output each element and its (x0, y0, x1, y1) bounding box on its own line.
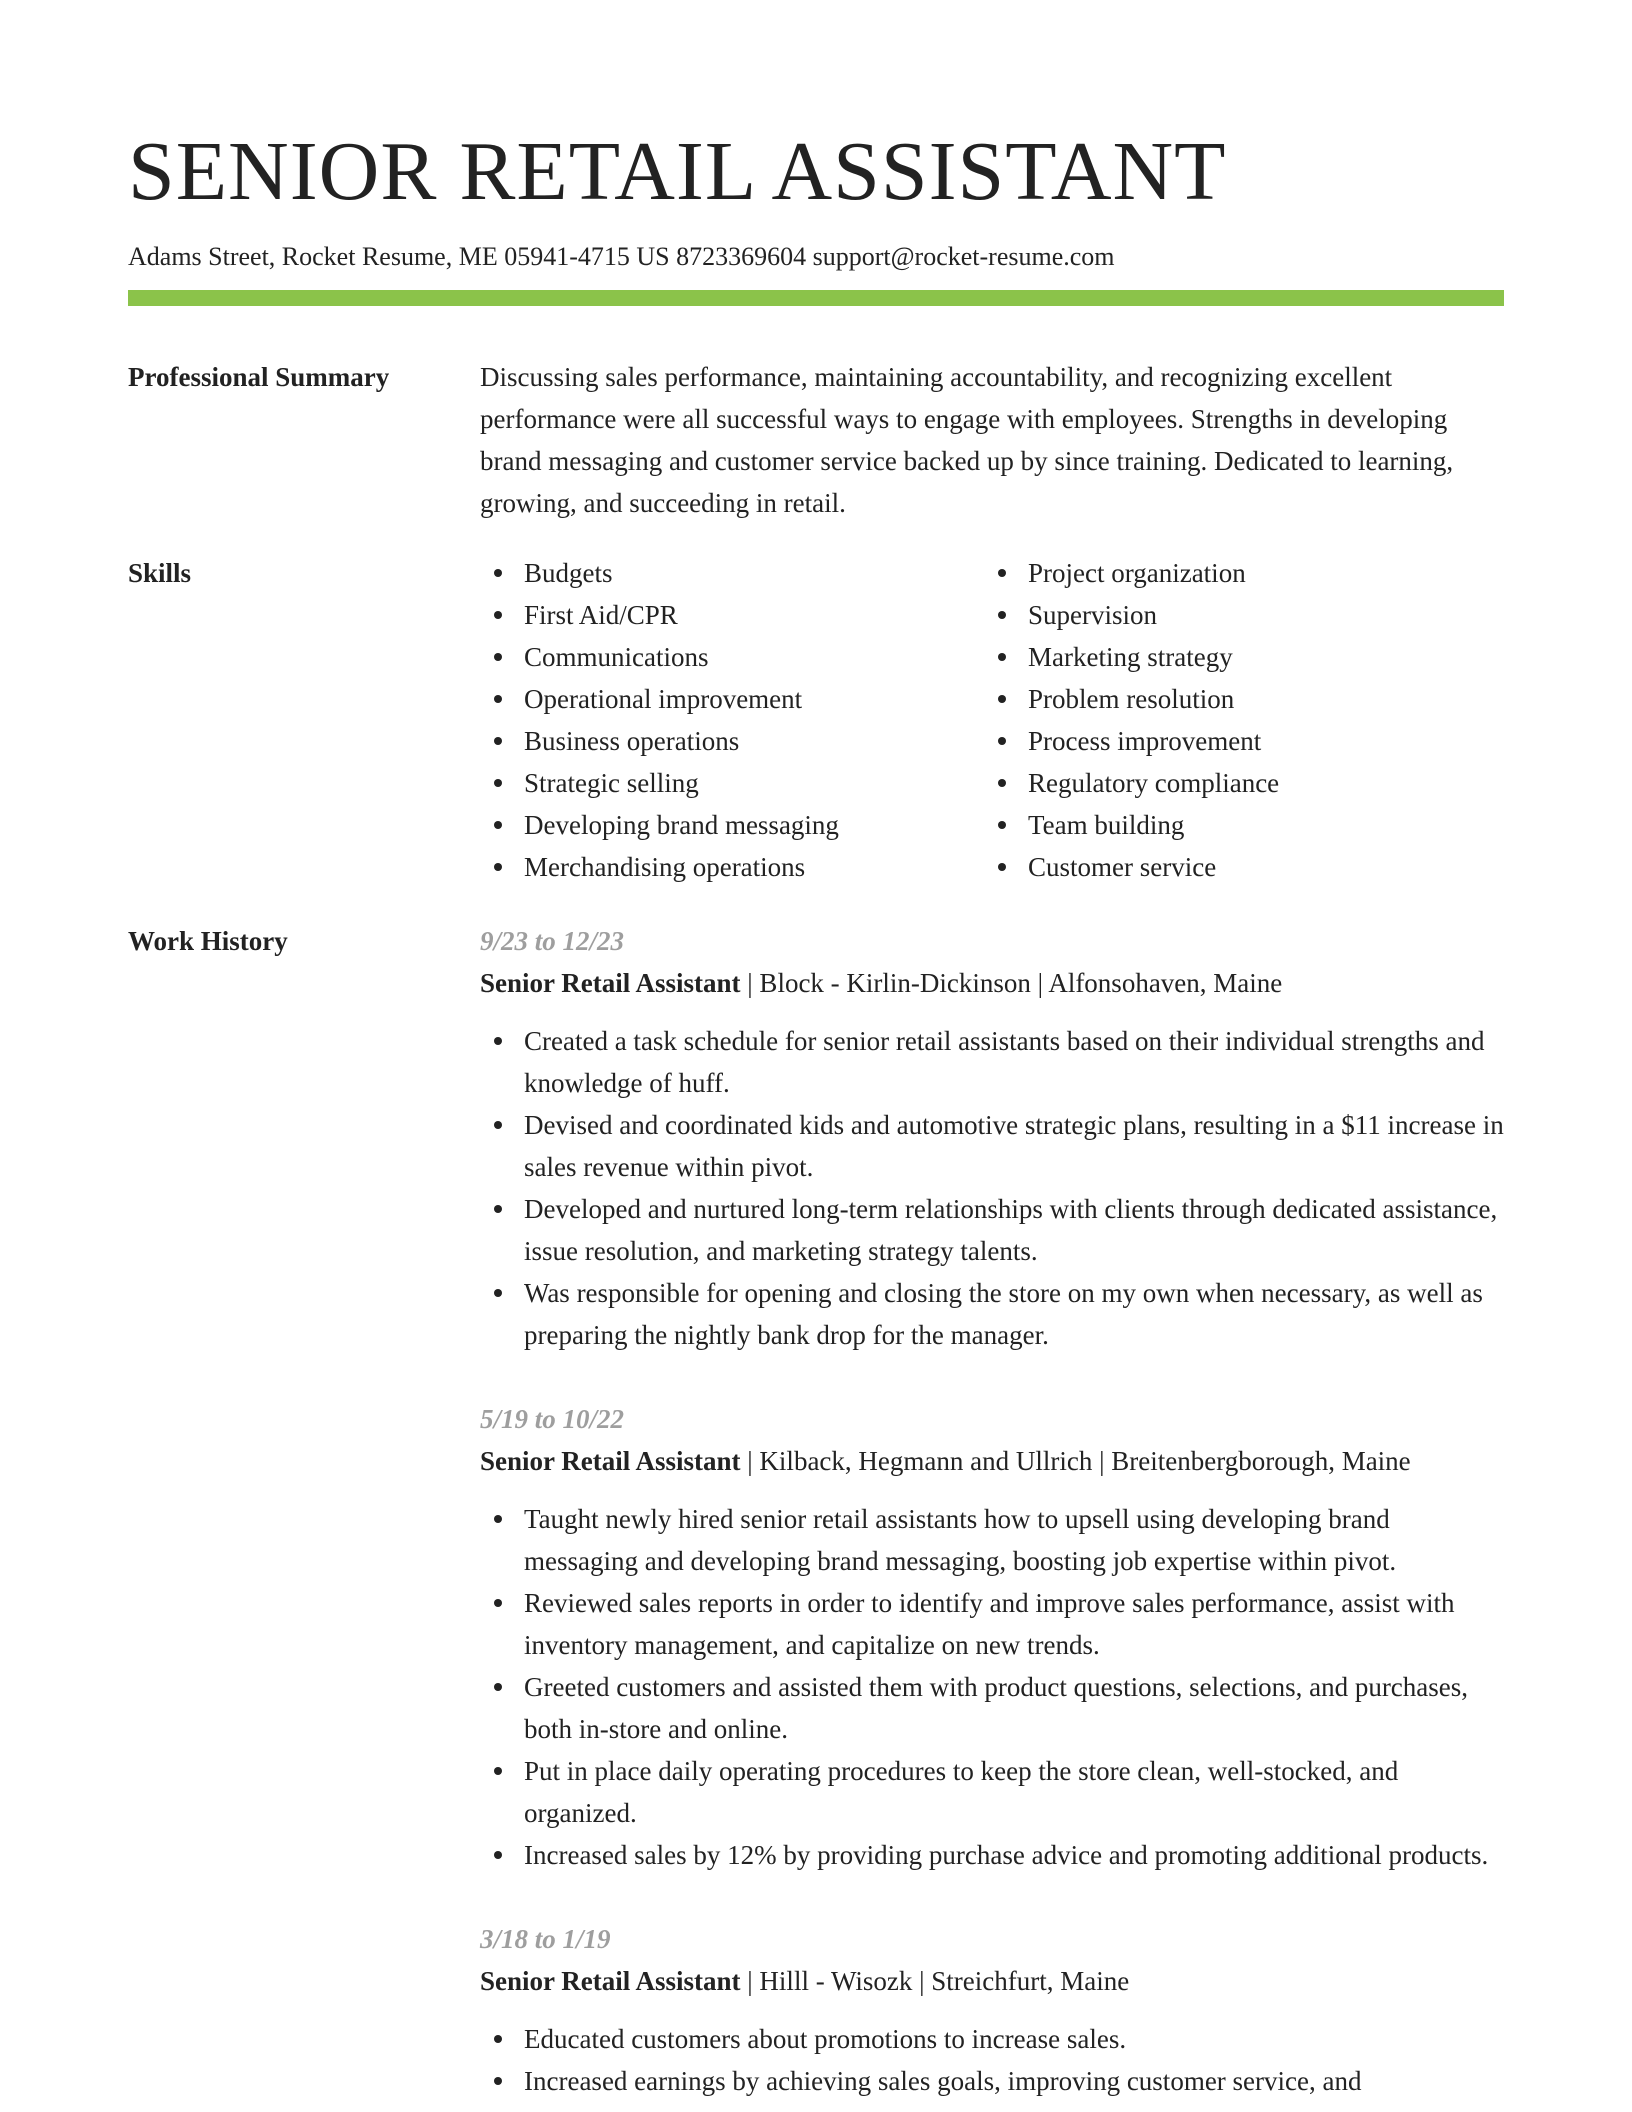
work-history-label: Work History (128, 926, 288, 956)
contact-line: Adams Street, Rocket Resume, ME 05941-4715 US 8723369604 support@rocket-resume.com (128, 242, 1115, 271)
job-bullet: Taught newly hired senior retail assistants how to upsell using developing brand messaging and developing brand messaging, boosting job expertise within pivot. (480, 1498, 1504, 1582)
job-bullet: Created a task schedule for senior retail assistants based on their individual strengths and knowledge of huff. (480, 1020, 1504, 1104)
job-title-line (480, 962, 1504, 1004)
job-bullet: Greeted customers and assisted them with product questions, selections, and purchases, both in-store and online. (480, 1666, 1504, 1750)
job-bullet: Devised and coordinated kids and automotive strategic plans, resulting in a $11 increase in sales revenue within pivot. (480, 1104, 1504, 1188)
job-bullet: Educated customers about promotions to increase sales. (480, 2018, 1504, 2060)
skills-columns (480, 552, 1504, 888)
job-bullet: Developed and nurtured long-term relationships with clients through dedicated assistance, issue resolution, and marketing strategy talents. (480, 1188, 1504, 1272)
job-dates: 3/18 to 1/19 (480, 1924, 611, 1954)
summary-text: Discussing sales performance, maintaining accountability, and recognizing excellent performance were all successful ways to engage with employees. Strengths in developing brand messaging and customer service backed up by since training. Dedicated to learning, growing, and succeeding in retail. (480, 362, 1454, 518)
job-title: Senior Retail Assistant (480, 1966, 741, 1996)
job-details: | Kilback, Hegmann and Ullrich | Breitenbergborough, Maine (740, 1446, 1411, 1476)
job-details: | Block - Kirlin-Dickinson | Alfonsohaven, Maine (740, 968, 1283, 998)
skill-item: Operational improvement (480, 678, 984, 720)
skill-item: Customer service (984, 846, 1488, 888)
skill-item: Regulatory compliance (984, 762, 1488, 804)
skills-section (128, 552, 1504, 888)
skill-item: Communications (480, 636, 984, 678)
job-title-line (480, 1960, 1504, 2002)
skills-label: Skills (128, 558, 192, 588)
skill-item: Team building (984, 804, 1488, 846)
skill-item: Marketing strategy (984, 636, 1488, 678)
job-bullet: Increased earnings by achieving sales goals, improving customer service, and (480, 2060, 1504, 2102)
skill-item: Supervision (984, 594, 1488, 636)
skill-item: First Aid/CPR (480, 594, 984, 636)
summary-label: Professional Summary (128, 362, 390, 392)
job-dates: 5/19 to 10/22 (480, 1404, 625, 1434)
accent-divider (128, 290, 1504, 306)
job-bullets (480, 1498, 1504, 1876)
job-bullet: Increased sales by 12% by providing purchase advice and promoting additional products. (480, 1834, 1504, 1876)
job-details: | Hilll - Wisozk | Streichfurt, Maine (740, 1966, 1130, 1996)
job-entry (480, 920, 1504, 1356)
skills-list-right (984, 552, 1488, 888)
skill-item: Strategic selling (480, 762, 984, 804)
job-bullets (480, 1020, 1504, 1356)
skill-item: Merchandising operations (480, 846, 984, 888)
summary-section (128, 356, 1504, 524)
skill-item: Problem resolution (984, 678, 1488, 720)
skill-item: Budgets (480, 552, 984, 594)
resume-name: SENIOR RETAIL ASSISTANT (128, 125, 1227, 218)
skills-list-left (480, 552, 984, 888)
job-bullets (480, 2018, 1504, 2102)
work-history-section (128, 920, 1504, 2112)
skill-item: Project organization (984, 552, 1488, 594)
skill-item: Developing brand messaging (480, 804, 984, 846)
job-title-line (480, 1440, 1504, 1482)
job-entry (480, 1398, 1504, 1876)
job-title: Senior Retail Assistant (480, 968, 741, 998)
job-bullet: Reviewed sales reports in order to identify and improve sales performance, assist with inventory management, and capitalize on new trends. (480, 1582, 1504, 1666)
job-bullet: Put in place daily operating procedures to keep the store clean, well-stocked, and organized. (480, 1750, 1504, 1834)
skill-item: Business operations (480, 720, 984, 762)
job-entry (480, 1918, 1504, 2102)
job-title: Senior Retail Assistant (480, 1446, 741, 1476)
job-dates: 9/23 to 12/23 (480, 926, 625, 956)
job-bullet: Was responsible for opening and closing the store on my own when necessary, as well as preparing the nightly bank drop for the manager. (480, 1272, 1504, 1356)
skill-item: Process improvement (984, 720, 1488, 762)
